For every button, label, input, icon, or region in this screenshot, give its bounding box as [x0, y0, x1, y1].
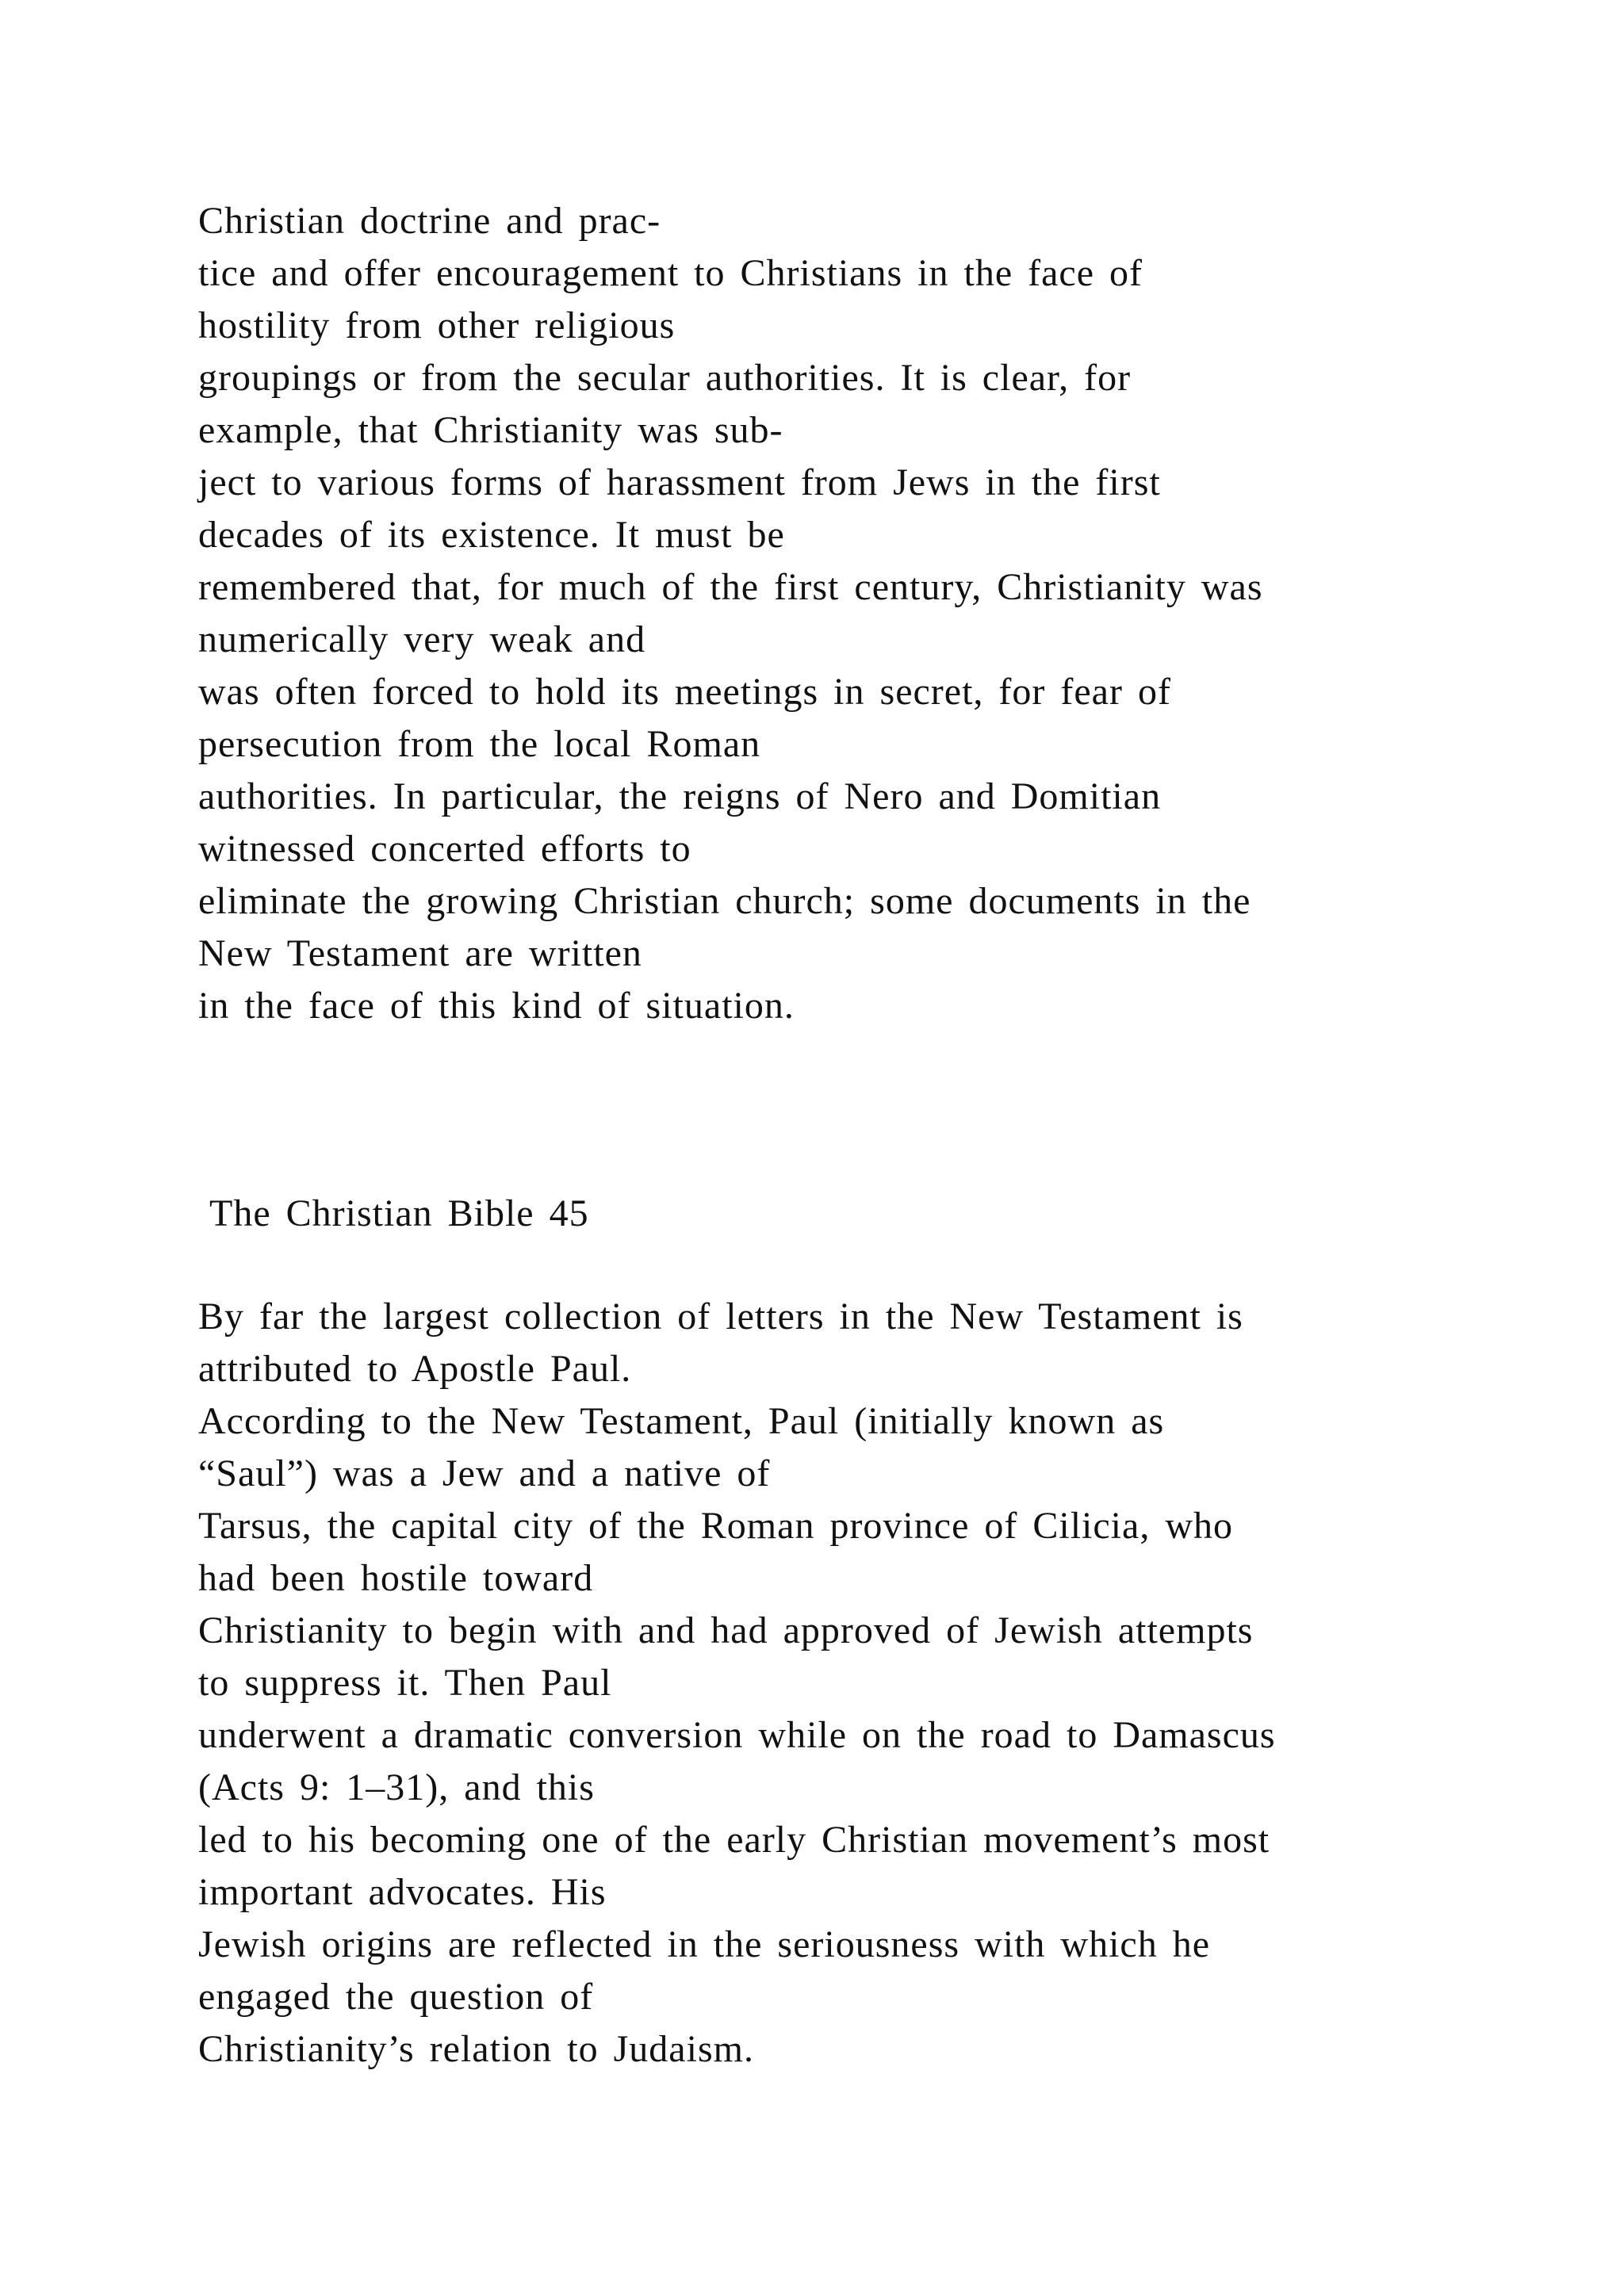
- text-line: led to his becoming one of the early Christian movement’s most: [198, 1819, 1270, 1861]
- text-line: numerically very weak and: [198, 618, 646, 660]
- text-line: had been hostile toward: [198, 1557, 594, 1599]
- text-line: eliminate the growing Christian church; some documents in the: [198, 880, 1251, 922]
- paragraph-apostle-paul: [198, 1291, 1546, 2076]
- text-line: example, that Christianity was sub-: [198, 409, 783, 451]
- text-line: witnessed concerted efforts to: [198, 828, 691, 870]
- text-line: hostility from other religious: [198, 304, 676, 346]
- text-line: engaged the question of: [198, 1976, 594, 2018]
- text-line: persecution from the local Roman: [198, 723, 761, 765]
- text-line: Jewish origins are reflected in the seriousness with which he: [198, 1923, 1211, 1965]
- text-line: Christianity to begin with and had approved of Jewish attempts: [198, 1609, 1254, 1651]
- text-line: underwent a dramatic conversion while on the road to Damascus: [198, 1714, 1276, 1756]
- text-line: ject to various forms of harassment from Jews in the first: [198, 461, 1161, 503]
- text-line: tice and offer encouragement to Christians in the face of: [198, 252, 1143, 294]
- text-line: (Acts 9: 1–31), and this: [198, 1766, 595, 1808]
- text-line: Christian doctrine and prac-: [198, 200, 661, 242]
- text-line: Tarsus, the capital city of the Roman province of Cilicia, who: [198, 1505, 1233, 1547]
- text-line: to suppress it. Then Paul: [198, 1662, 612, 1704]
- text-line: in the face of this kind of situation.: [198, 985, 795, 1027]
- text-line: decades of its existence. It must be: [198, 514, 785, 556]
- text-line: attributed to Apostle Paul.: [198, 1348, 632, 1390]
- text-line: Christianity’s relation to Judaism.: [198, 2028, 754, 2070]
- text-line: New Testament are written: [198, 932, 642, 974]
- text-line: By far the largest collection of letters in the New Testament is: [198, 1295, 1243, 1337]
- text-line: “Saul”) was a Jew and a native of: [198, 1452, 771, 1494]
- running-header: The Christian Bible 45: [209, 1192, 589, 1234]
- text-line: important advocates. His: [198, 1871, 607, 1913]
- paragraph-early-christian-hostility: [198, 195, 1546, 1032]
- text-line: groupings or from the secular authorities. It is clear, for: [198, 357, 1132, 399]
- text-line: According to the New Testament, Paul (initially known as: [198, 1400, 1165, 1442]
- text-line: was often forced to hold its meetings in secret, for fear of: [198, 671, 1171, 713]
- text-line: remembered that, for much of the first century, Christianity was: [198, 566, 1263, 608]
- text-line: authorities. In particular, the reigns of Nero and Domitian: [198, 775, 1162, 817]
